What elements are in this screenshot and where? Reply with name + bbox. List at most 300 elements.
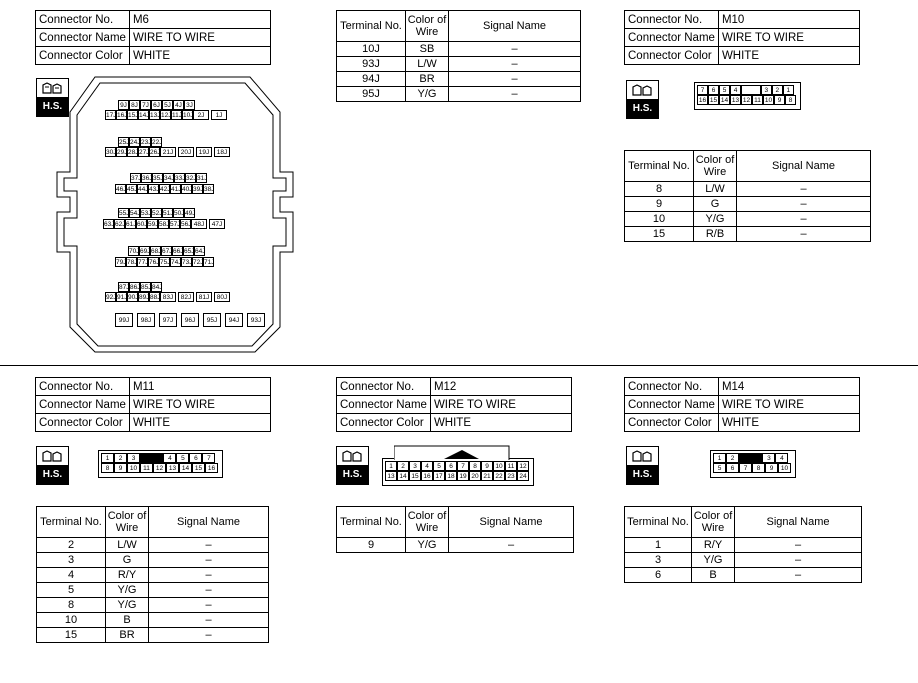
pin-cell: 15: [709, 97, 718, 104]
table-row: [337, 57, 581, 72]
pin-cell: 70J: [129, 248, 140, 255]
terminal-no-cell: 15: [625, 227, 694, 242]
pin-cell: 88J: [150, 294, 161, 301]
label-connector-no: Connector No.: [625, 378, 719, 396]
connector-color-value: WHITE: [430, 414, 571, 432]
pin-cell: 13J: [150, 112, 161, 119]
table-row: [625, 182, 871, 197]
pin-cell: 11J: [172, 112, 182, 119]
signal-name-cell: –: [149, 553, 269, 568]
m14-connector-info: [624, 377, 860, 432]
pin-cell: [741, 85, 761, 95]
pin-cell: 17J: [106, 112, 117, 119]
terminal-no-cell: 1: [625, 538, 692, 553]
signal-name-cell: –: [737, 212, 871, 227]
pin-cell: 20J: [178, 147, 194, 157]
table-row: [625, 538, 862, 553]
terminal-no-cell: 8: [625, 182, 694, 197]
pin-cell: 3J: [184, 100, 195, 110]
locking-tab: [394, 445, 514, 461]
col-signal-name: Signal Name: [735, 507, 862, 538]
table-row: [625, 197, 871, 212]
connector-no-value: M14: [718, 378, 859, 396]
pin-cell: 4: [163, 453, 176, 463]
pin-cell: 63J: [104, 221, 115, 228]
table-row: [337, 538, 574, 553]
pin-cell: 18J: [214, 147, 230, 157]
label-connector-name: Connector Name: [337, 396, 431, 414]
label-connector-name: Connector Name: [625, 29, 719, 47]
wire-color-cell: G: [106, 553, 149, 568]
terminal-no-cell: 10J: [337, 42, 406, 57]
table-row: [625, 212, 871, 227]
table-row: [37, 583, 269, 598]
pin-cell: 18: [445, 471, 457, 481]
label-connector-color: Connector Color: [625, 47, 719, 65]
wire-color-cell: SB: [406, 42, 449, 57]
label-connector-color: Connector Color: [337, 414, 431, 432]
pin-cell: 5J: [162, 100, 173, 110]
pin-cell: 28J: [128, 149, 139, 156]
pin-cell: 52J: [152, 210, 163, 217]
pin-cell: 4J: [173, 100, 184, 110]
wire-color-cell: R/Y: [106, 568, 149, 583]
pin-cell: 14: [720, 97, 729, 104]
pin-cell: 16: [421, 471, 433, 481]
pin-cell: 16J: [117, 112, 128, 119]
connector-no-value: M6: [129, 11, 270, 29]
label-connector-color: Connector Color: [625, 414, 719, 432]
pin-cell: 44J: [138, 186, 149, 193]
m12-terminal-table: [336, 506, 574, 553]
pin-cell: 64J: [195, 248, 206, 255]
label-connector-name: Connector Name: [36, 396, 130, 414]
pin-cell: 94J: [225, 313, 243, 327]
pin-cell: 97J: [159, 313, 177, 327]
table-row: [37, 568, 269, 583]
pin-cell: 69J: [140, 248, 151, 255]
pin-cell: 37J: [131, 175, 142, 182]
col-color-of-wire: Color of Wire: [694, 151, 737, 182]
pin-cell: 2: [114, 453, 127, 463]
pin-cell: 2: [772, 85, 783, 95]
pin-cell: 45J: [127, 186, 138, 193]
label-connector-color: Connector Color: [36, 414, 130, 432]
pin-cell: 67J: [162, 248, 173, 255]
connector-name-value: WIRE TO WIRE: [129, 29, 270, 47]
pin-cell: 13: [731, 97, 740, 104]
signal-name-cell: –: [449, 87, 581, 102]
pin-cell: 1: [713, 453, 726, 463]
pin-cell: 17: [433, 471, 445, 481]
pin-cell: 95J: [203, 313, 221, 327]
pin-cell: 1J: [211, 110, 227, 120]
pin-cell: 39J: [193, 186, 204, 193]
hs-label: H.S.: [37, 465, 68, 484]
label-connector-no: Connector No.: [36, 378, 130, 396]
pin-cell: 11: [140, 463, 153, 473]
pin-cell: 19J: [196, 147, 212, 157]
pin-cell: 8: [101, 463, 114, 473]
signal-name-cell: –: [737, 197, 871, 212]
connector-color-value: WHITE: [129, 47, 270, 65]
pin-cell: 60J: [137, 221, 148, 228]
pin-cell: 10: [493, 461, 505, 471]
pin-cell: 53J: [141, 210, 152, 217]
pin-cell: 72J: [193, 259, 204, 266]
wire-color-cell: BR: [106, 628, 149, 643]
hs-icon: [36, 446, 69, 485]
signal-name-cell: –: [737, 182, 871, 197]
pin-cell: 25J: [119, 139, 130, 146]
m14-terminal-table: [624, 506, 862, 583]
pin-cell: 2J: [193, 110, 209, 120]
pin-cell: 15: [409, 471, 421, 481]
pin-cell: 42J: [160, 186, 171, 193]
pin-cell: 6: [708, 85, 719, 95]
col-terminal-no: Terminal No.: [37, 507, 106, 538]
terminal-no-cell: 3: [625, 553, 692, 568]
connector-name-value: WIRE TO WIRE: [129, 396, 270, 414]
col-terminal-no: Terminal No.: [625, 507, 692, 538]
m10-terminal-table: [624, 150, 871, 242]
pin-cell: 96J: [181, 313, 199, 327]
pin-cell: 74J: [171, 259, 182, 266]
wire-color-cell: Y/G: [692, 553, 735, 568]
label-connector-name: Connector Name: [36, 29, 130, 47]
pin-cell: 36J: [142, 175, 153, 182]
pin-cell: 8: [752, 463, 765, 473]
pin-cell: [739, 453, 762, 463]
pin-cell: 82J: [178, 292, 194, 302]
pin-cell: 78J: [127, 259, 138, 266]
col-color-of-wire: Color of Wire: [406, 507, 449, 538]
pin-cell: 91J: [117, 294, 128, 301]
pin-cell: 22J: [152, 139, 163, 146]
pin-cell: [140, 453, 163, 463]
pin-cell: 2: [726, 453, 739, 463]
col-color-of-wire: Color of Wire: [106, 507, 149, 538]
col-terminal-no: Terminal No.: [337, 507, 406, 538]
m10-connector-info: [624, 10, 860, 65]
wire-color-cell: BR: [406, 72, 449, 87]
table-row: [37, 553, 269, 568]
connector-no-value: M12: [430, 378, 571, 396]
pin-cell: 5: [176, 453, 189, 463]
wire-color-cell: Y/G: [106, 583, 149, 598]
col-signal-name: Signal Name: [737, 151, 871, 182]
terminal-no-cell: 9: [625, 197, 694, 212]
wire-color-cell: L/W: [406, 57, 449, 72]
wire-color-cell: R/Y: [692, 538, 735, 553]
table-row: [625, 227, 871, 242]
signal-name-cell: –: [149, 613, 269, 628]
label-connector-color: Connector Color: [36, 47, 130, 65]
connector-color-value: WHITE: [129, 414, 270, 432]
pin-cell: 3: [761, 85, 772, 95]
signal-name-cell: –: [735, 553, 862, 568]
wire-color-cell: B: [106, 613, 149, 628]
pin-cell: 23J: [141, 139, 152, 146]
connector-no-value: M10: [718, 11, 859, 29]
pin-cell: 8J: [129, 100, 140, 110]
wire-color-cell: R/B: [694, 227, 737, 242]
pin-cell: 7: [697, 85, 708, 95]
pin-cell: 12: [742, 97, 751, 104]
pin-cell: 83J: [160, 292, 176, 302]
signal-name-cell: –: [735, 568, 862, 583]
pin-cell: 35J: [153, 175, 164, 182]
pin-cell: 62J: [115, 221, 126, 228]
pin-cell: 6: [189, 453, 202, 463]
pin-cell: 24J: [130, 139, 141, 146]
wire-color-cell: G: [694, 197, 737, 212]
connector-no-value: M11: [129, 378, 270, 396]
pin-cell: 31J: [197, 175, 208, 182]
terminal-no-cell: 2: [37, 538, 106, 553]
m6-connector-info: [35, 10, 271, 65]
pin-cell: 8: [469, 461, 481, 471]
pin-cell: 56J: [181, 221, 192, 228]
table-row: [37, 538, 269, 553]
pin-cell: 41J: [171, 186, 182, 193]
pin-cell: 12: [517, 461, 529, 471]
pin-cell: 40J: [182, 186, 193, 193]
terminal-no-cell: 3: [37, 553, 106, 568]
pin-cell: 10: [764, 97, 773, 104]
pin-cell: 1: [101, 453, 114, 463]
pin-cell: 13: [385, 471, 397, 481]
terminal-no-cell: 95J: [337, 87, 406, 102]
pin-cell: 24: [517, 471, 529, 481]
pin-cell: 20: [469, 471, 481, 481]
pin-cell: 19: [457, 471, 469, 481]
wire-color-cell: Y/G: [694, 212, 737, 227]
pin-cell: 93J: [247, 313, 265, 327]
col-color-of-wire: Color of Wire: [406, 11, 449, 42]
pin-cell: 26J: [150, 149, 161, 156]
hs-label: H.S.: [627, 99, 658, 118]
pin-cell: 50J: [174, 210, 185, 217]
pin-cell: 15J: [128, 112, 139, 119]
pin-cell: 87J: [119, 284, 130, 291]
table-row: [337, 42, 581, 57]
terminal-no-cell: 10: [37, 613, 106, 628]
pin-cell: 5: [433, 461, 445, 471]
wire-color-cell: Y/G: [406, 87, 449, 102]
pin-cell: 90J: [128, 294, 139, 301]
pin-cell: 51J: [163, 210, 174, 217]
table-row: [625, 553, 862, 568]
pin-cell: 1: [385, 461, 397, 471]
pin-cell: 2: [397, 461, 409, 471]
pin-cell: 14: [179, 463, 192, 473]
signal-name-cell: –: [449, 42, 581, 57]
signal-name-cell: –: [149, 598, 269, 613]
pin-cell: 71J: [204, 259, 215, 266]
pin-cell: 99J: [115, 313, 133, 327]
pin-cell: 6: [726, 463, 739, 473]
label-connector-no: Connector No.: [36, 11, 130, 29]
signal-name-cell: –: [449, 538, 574, 553]
pin-cell: 34J: [164, 175, 175, 182]
pin-cell: 4: [730, 85, 741, 95]
terminal-no-cell: 4: [37, 568, 106, 583]
signal-name-cell: –: [149, 538, 269, 553]
pin-cell: 12J: [161, 112, 172, 119]
pin-cell: 7: [202, 453, 215, 463]
pin-cell: 47J: [209, 219, 225, 229]
hs-label: H.S.: [627, 465, 658, 484]
pin-cell: 5: [719, 85, 730, 95]
pin-cell: 12: [153, 463, 166, 473]
pin-cell: 61J: [126, 221, 137, 228]
signal-name-cell: –: [149, 583, 269, 598]
pin-cell: 79J: [116, 259, 127, 266]
pin-cell: 77J: [138, 259, 149, 266]
pin-cell: 46J: [116, 186, 127, 193]
table-row: [37, 598, 269, 613]
label-connector-no: Connector No.: [625, 11, 719, 29]
pin-cell: 6J: [151, 100, 162, 110]
terminal-no-cell: 6: [625, 568, 692, 583]
pin-cell: 27J: [139, 149, 150, 156]
pin-cell: 9: [765, 463, 778, 473]
signal-name-cell: –: [735, 538, 862, 553]
pin-cell: 10: [778, 463, 791, 473]
terminal-no-cell: 5: [37, 583, 106, 598]
pin-cell: 14: [397, 471, 409, 481]
col-signal-name: Signal Name: [449, 11, 581, 42]
pin-cell: 11: [752, 95, 763, 105]
col-terminal-no: Terminal No.: [625, 151, 694, 182]
wire-color-cell: L/W: [694, 182, 737, 197]
col-color-of-wire: Color of Wire: [692, 507, 735, 538]
pin-cell: 38J: [204, 186, 215, 193]
pin-cell: 11: [505, 461, 517, 471]
connector-name-value: WIRE TO WIRE: [718, 29, 859, 47]
table-row: [337, 72, 581, 87]
col-signal-name: Signal Name: [149, 507, 269, 538]
pin-cell: 1: [783, 85, 794, 95]
connector-color-value: WHITE: [718, 414, 859, 432]
pin-cell: 7: [457, 461, 469, 471]
pin-cell: 89J: [139, 294, 150, 301]
wire-color-cell: Y/G: [406, 538, 449, 553]
connector-name-value: WIRE TO WIRE: [430, 396, 571, 414]
pin-cell: 92J: [106, 294, 117, 301]
section-divider: [0, 365, 918, 366]
pin-cell: 43J: [149, 186, 160, 193]
pin-cell: 85J: [141, 284, 152, 291]
pin-cell: 59J: [148, 221, 159, 228]
pin-cell: 81J: [196, 292, 212, 302]
pin-cell: 4: [775, 453, 788, 463]
pin-cell: 10: [127, 463, 140, 473]
pin-cell: 55J: [119, 210, 130, 217]
pin-cell: 21J: [160, 147, 176, 157]
wire-color-cell: B: [692, 568, 735, 583]
pin-cell: 10J: [183, 112, 194, 119]
pin-cell: 15: [192, 463, 205, 473]
pin-cell: 66J: [173, 248, 184, 255]
pin-cell: 76J: [149, 259, 160, 266]
pin-cell: 73J: [182, 259, 193, 266]
terminal-no-cell: 9: [337, 538, 406, 553]
hs-icon: [336, 446, 369, 485]
pin-cell: 6: [445, 461, 457, 471]
pin-cell: 7J: [140, 100, 151, 110]
m12-connector-info: [336, 377, 572, 432]
pin-cell: 21: [481, 471, 493, 481]
pin-cell: 65J: [184, 248, 195, 255]
col-terminal-no: Terminal No.: [337, 11, 406, 42]
connector-color-value: WHITE: [718, 47, 859, 65]
pin-cell: 22: [493, 471, 505, 481]
table-row: [37, 613, 269, 628]
hs-icon: [626, 446, 659, 485]
pin-cell: 33J: [175, 175, 186, 182]
terminal-no-cell: 10: [625, 212, 694, 227]
table-row: [337, 87, 581, 102]
connector-name-value: WIRE TO WIRE: [718, 396, 859, 414]
hs-icon: [626, 80, 659, 119]
hs-label: H.S.: [337, 465, 368, 484]
pin-cell: 3: [127, 453, 140, 463]
col-signal-name: Signal Name: [449, 507, 574, 538]
terminal-no-cell: 93J: [337, 57, 406, 72]
pin-cell: 86J: [130, 284, 141, 291]
table-row: [625, 568, 862, 583]
hs-label: H.S.: [37, 97, 68, 116]
pin-cell: 8: [785, 95, 796, 105]
pin-cell: 9: [774, 95, 785, 105]
pin-cell: 9: [114, 463, 127, 473]
pin-cell: 58J: [159, 221, 170, 228]
pin-cell: 30J: [106, 149, 117, 156]
signal-name-cell: –: [449, 72, 581, 87]
pin-cell: 54J: [130, 210, 141, 217]
pin-cell: 68J: [151, 248, 162, 255]
pin-cell: 16: [205, 463, 218, 473]
terminal-no-cell: 15: [37, 628, 106, 643]
wire-color-cell: L/W: [106, 538, 149, 553]
pin-cell: 29J: [117, 149, 128, 156]
pin-cell: 13: [166, 463, 179, 473]
signal-name-cell: –: [149, 568, 269, 583]
table-row: [37, 628, 269, 643]
pin-cell: 98J: [137, 313, 155, 327]
pin-cell: 23: [505, 471, 517, 481]
pin-cell: 49J: [185, 210, 196, 217]
signal-name-cell: –: [449, 57, 581, 72]
terminal-no-cell: 94J: [337, 72, 406, 87]
m11-terminal-table: [36, 506, 269, 643]
pin-cell: 3: [762, 453, 775, 463]
pin-cell: 48J: [191, 219, 207, 229]
m11-connector-info: [35, 377, 271, 432]
pin-cell: 4: [421, 461, 433, 471]
pin-cell: 9: [481, 461, 493, 471]
pin-cell: 7: [739, 463, 752, 473]
pin-cell: 80J: [214, 292, 230, 302]
pin-cell: 5: [713, 463, 726, 473]
pin-cell: 9J: [118, 100, 129, 110]
pin-cell: 14J: [139, 112, 150, 119]
pin-cell: 3: [409, 461, 421, 471]
m6-terminal-table: [336, 10, 581, 102]
signal-name-cell: –: [149, 628, 269, 643]
